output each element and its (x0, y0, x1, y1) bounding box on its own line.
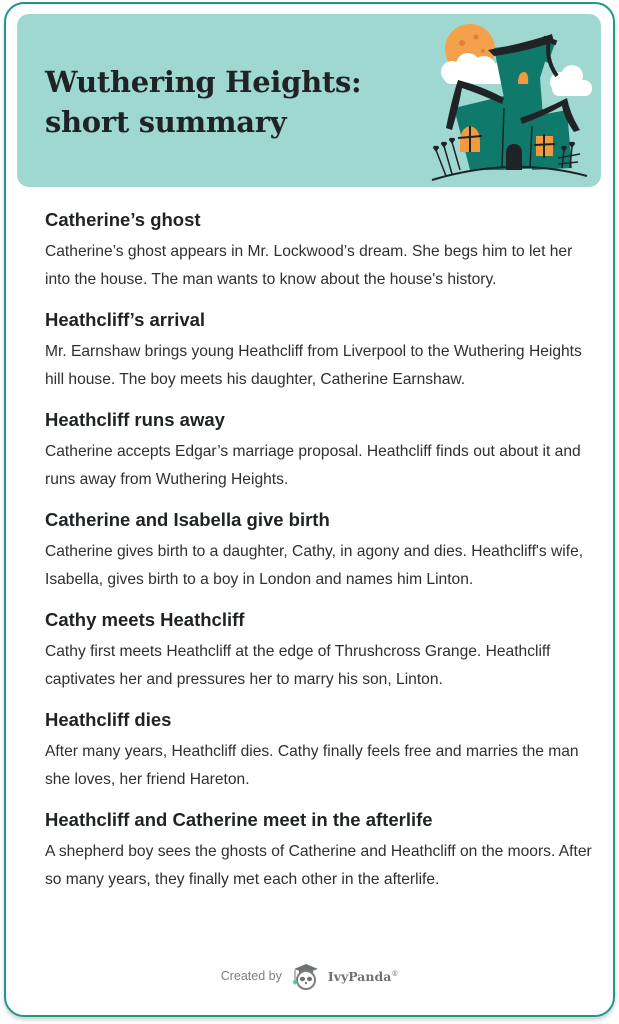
header-banner (17, 14, 601, 187)
section-heading: Cathy meets Heathcliff (45, 609, 245, 630)
haunted-house-icon (412, 18, 597, 187)
registered-mark: ® (391, 969, 399, 978)
section-heading: Heathcliff dies (45, 709, 172, 730)
section-heading: Heathcliff and Catherine meet in the afterlife (45, 809, 433, 830)
section-heathcliff-runs-away (45, 406, 595, 493)
created-by-label: Created by (220, 969, 282, 983)
title-line-1: Wuthering Heights: (45, 65, 362, 99)
footer-credit (0, 960, 619, 992)
summary-sections (45, 206, 595, 906)
section-body: After many years, Heathcliff dies. Cathy finally feels free and marries the man she loves, her friend Hareton. (45, 743, 579, 788)
section-heading: Catherine and Isabella give birth (45, 509, 330, 530)
section-body: A shepherd boy sees the ghosts of Catherine and Heathcliff on the moors. After so many years, they finally met each other in the afterlife. (45, 843, 592, 888)
section-heading: Catherine’s ghost (45, 209, 201, 230)
ivypanda-logo-icon[interactable] (291, 962, 321, 990)
section-catherines-ghost (45, 206, 595, 293)
ivypanda-brand[interactable] (328, 969, 398, 984)
section-cathy-meets-heathcliff (45, 606, 595, 693)
section-give-birth (45, 506, 595, 593)
section-heading: Heathcliff runs away (45, 409, 225, 430)
section-body: Cathy first meets Heathcliff at the edge of Thrushcross Grange. Heathcliff captivates her and pressures her to marry his son, Linton. (45, 643, 551, 688)
section-afterlife (45, 806, 595, 893)
section-heading: Heathcliff’s arrival (45, 309, 206, 330)
page-title (45, 62, 361, 142)
section-body: Mr. Earnshaw brings young Heathcliff from Liverpool to the Wuthering Heights hill house. The boy meets his daughter, Catherine Earnshaw. (45, 343, 582, 388)
brand-name: IvyPanda (327, 968, 392, 984)
section-body: Catherine’s ghost appears in Mr. Lockwood’s dream. She begs him to let her into the house. The man wants to know about the house's history. (45, 243, 573, 288)
section-body: Catherine accepts Edgar’s marriage proposal. Heathcliff finds out about it and runs away from Wuthering Heights. (45, 443, 581, 488)
section-heathcliff-dies (45, 706, 595, 793)
section-heathcliffs-arrival (45, 306, 595, 393)
section-body: Catherine gives birth to a daughter, Cathy, in agony and dies. Heathcliff's wife, Isabella, gives birth to a boy in London and names him Linton. (45, 543, 584, 588)
title-line-2: short summary (45, 105, 287, 139)
